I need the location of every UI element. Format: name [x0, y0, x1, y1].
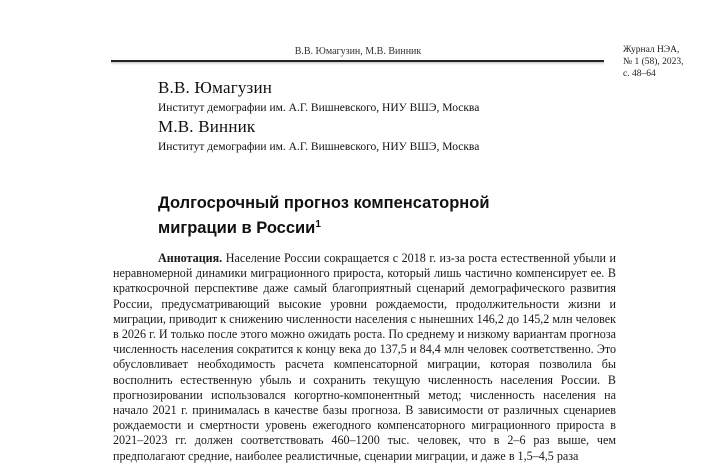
author-2: [158, 117, 618, 154]
author-name: В.В. Юмагузин: [158, 78, 273, 97]
journal-reference: [623, 44, 718, 80]
author-affiliation: Институт демографии им. А.Г. Вишневского, НИУ ВШЭ, Москва: [158, 141, 480, 153]
header-rule-shadow: [111, 62, 604, 65]
abstract-paragraph: [113, 251, 616, 464]
title-line-2-text: миграции в России: [158, 219, 316, 237]
journal-name: Журнал НЭА,: [623, 45, 680, 55]
article-title: [158, 193, 618, 239]
title-line-2: [158, 214, 618, 239]
abstract-label: Аннотация.: [158, 251, 223, 265]
author-1: [158, 78, 618, 115]
abstract: [113, 251, 616, 464]
footnote-mark[interactable]: 1: [315, 219, 321, 230]
author-name: М.В. Винник: [158, 117, 256, 136]
abstract-text: Население России сокращается с 2018 г. из-за роста естественной убыли и неравномерной динамики миграционного прироста, который лишь частично компенсирует ее. В краткосрочной перспективе даже самый благоприятный сценарий демографического развития России, предусматривающий высокие уровни рождаемости, продолжительности жизни и миграции, приводит к снижению численности населения с нынешних 146,2 до 145,2 млн человек в 2026 г. И только после этого можно ожидать роста. По среднему и низкому вариантам прогноза численность населения сократится к концу века до 137,5 и 84,4 млн человек соответственно. Это обусловливает необходимость расчета компенсаторной миграции, которая позволила бы восполнить естественную убыль и сохранить текущую численность населения России. В прогнозировании использовался когортно-компонентный метод; численность населения на начало 2021 г. принималась в качестве базы прогноза. В зависимости от различных сценариев рождаемости и смертности уровень ежегодного компенсаторного миграционного прироста в 2021–2023 гг. должен соответствовать 460–1200 тыс. человек, что в 2–6 раз выше, чем предполагают средние, наиболее реалистичные, сценарии миграции, и даже в 1,5–4,5 раза: [113, 251, 616, 463]
running-head: В.В. Юмагузин, М.В. Винник: [294, 46, 422, 57]
journal-issue: № 1 (58), 2023,: [623, 57, 684, 67]
author-affiliation: Институт демографии им. А.Г. Вишневского, НИУ ВШЭ, Москва: [158, 102, 480, 114]
title-line-1: Долгосрочный прогноз компенсаторной: [158, 194, 490, 212]
journal-pages: с. 48–64: [623, 69, 656, 79]
